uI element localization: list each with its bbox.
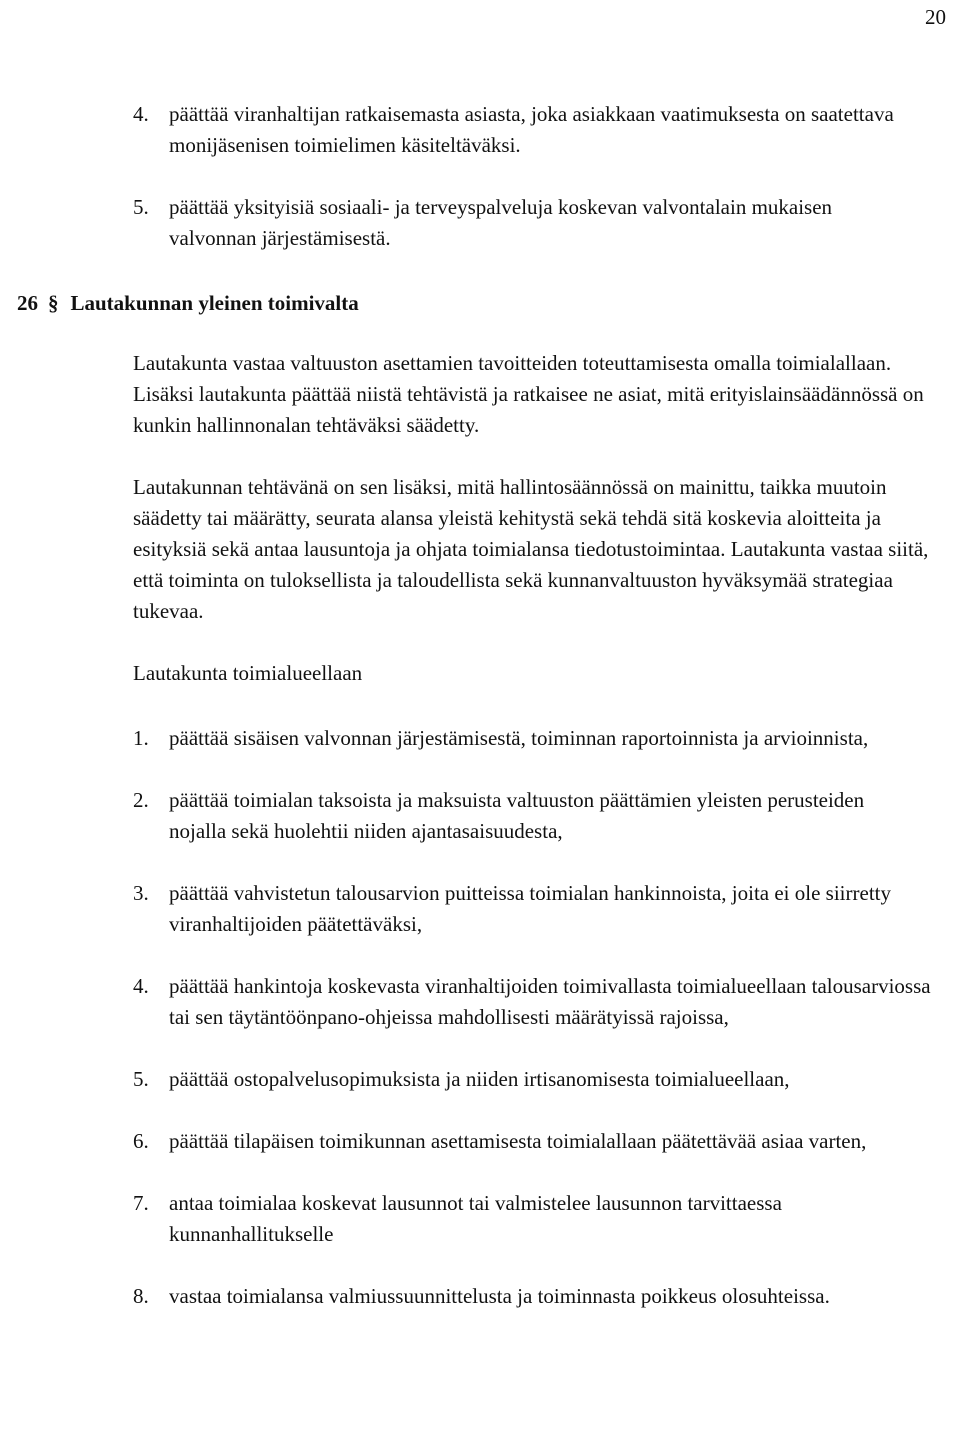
list-item-text: päättää sisäisen valvonnan järjestämisestä, toiminnan raportoinnista ja arvioinnista,: [169, 726, 869, 750]
list-item-number: 4.: [133, 102, 149, 126]
paragraph: Lautakunta vastaa valtuuston asettamien tavoitteiden toteuttamisesta omalla toimialallaan. Lisäksi lautakunta päättää niistä tehtävistä ja ratkaisee ne asiat, mitä erityislainsäädännössä on kunkin hallinnonalan tehtäväksi säädetty.: [133, 351, 924, 437]
list-item-text: päättää ostopalvelusopimuksista ja niiden irtisanomisesta toimialueellaan,: [169, 1067, 790, 1091]
list-item: [133, 1126, 953, 1157]
list-item: [133, 785, 893, 847]
list-item-number: 4.: [133, 974, 149, 998]
list-item: [133, 192, 893, 254]
list-item-number: 5.: [133, 1067, 149, 1091]
list-item-number: 1.: [133, 726, 149, 750]
list-item-text: antaa toimialaa koskevat lausunnot tai valmistelee lausunnon tarvittaessa kunnanhallitukselle: [169, 1191, 782, 1246]
list-item-number: 5.: [133, 195, 149, 219]
page-number: 20: [925, 5, 946, 29]
section-title: Lautakunnan yleinen toimivalta: [70, 291, 359, 315]
list-item-number: 7.: [133, 1191, 149, 1215]
list-item-number: 8.: [133, 1284, 149, 1308]
list-item: [133, 99, 953, 161]
list-item-text: päättää yksityisiä sosiaali- ja terveyspalveluja koskevan valvontalain mukaisen valvonnan järjestämisestä.: [169, 195, 833, 250]
list-item-number: 3.: [133, 881, 149, 905]
list-item-text: vastaa toimialansa valmiussuunnittelusta ja toiminnasta poikkeus olosuhteissa.: [169, 1284, 830, 1308]
list-item: [133, 878, 933, 940]
list-item-text: päättää vahvistetun talousarvion puitteissa toimialan hankinnoista, joita ei ole siirretty viranhaltijoiden päätettäväksi,: [169, 881, 891, 936]
list-item: [133, 723, 893, 754]
list-item-text: päättää hankintoja koskevasta viranhaltijoiden toimivallasta toimialueellaan talousarviossa tai sen täytäntöönpano-ohjeissa mahdollisesti määrätyissä rajoissa,: [169, 974, 931, 1029]
list-item-text: päättää tilapäisen toimikunnan asettamisesta toimialallaan päätettävää asiaa varten,: [169, 1129, 867, 1153]
list-item-text: päättää toimialan taksoista ja maksuista valtuuston päättämien yleisten perusteiden nojalla sekä huolehtii niiden ajantasaisuudesta,: [169, 788, 865, 843]
list-item-number: 2.: [133, 788, 149, 812]
paragraph: Lautakunta toimialueellaan: [133, 661, 363, 685]
paragraph: Lautakunnan tehtävänä on sen lisäksi, mitä hallintosäännössä on mainittu, taikka muutoin säädetty tai määrätty, seurata alansa yleistä kehitystä sekä tehdä sitä koskevia aloitteita ja esityksiä sekä antaa lausuntoja ja ohjata toimialansa tiedotustoimintaa. Lautakunta vastaa siitä, että toiminta on tuloksellista ja taloudellista sekä kunnanvaltuuston hyväksymää strategiaa tukevaa.: [133, 475, 929, 623]
list-item: [133, 1064, 953, 1095]
list-item-number: 6.: [133, 1129, 149, 1153]
list-item: [133, 1281, 853, 1312]
list-item: [133, 971, 953, 1033]
section-number: 26: [17, 291, 38, 315]
document-body: [133, 99, 953, 1312]
list-item: [133, 1188, 923, 1250]
list-item-text: päättää viranhaltijan ratkaisemasta asiasta, joka asiakkaan vaatimuksesta on saatettava monijäsenisen toimielimen käsiteltäväksi.: [169, 102, 894, 157]
section-sign: §: [48, 291, 59, 315]
